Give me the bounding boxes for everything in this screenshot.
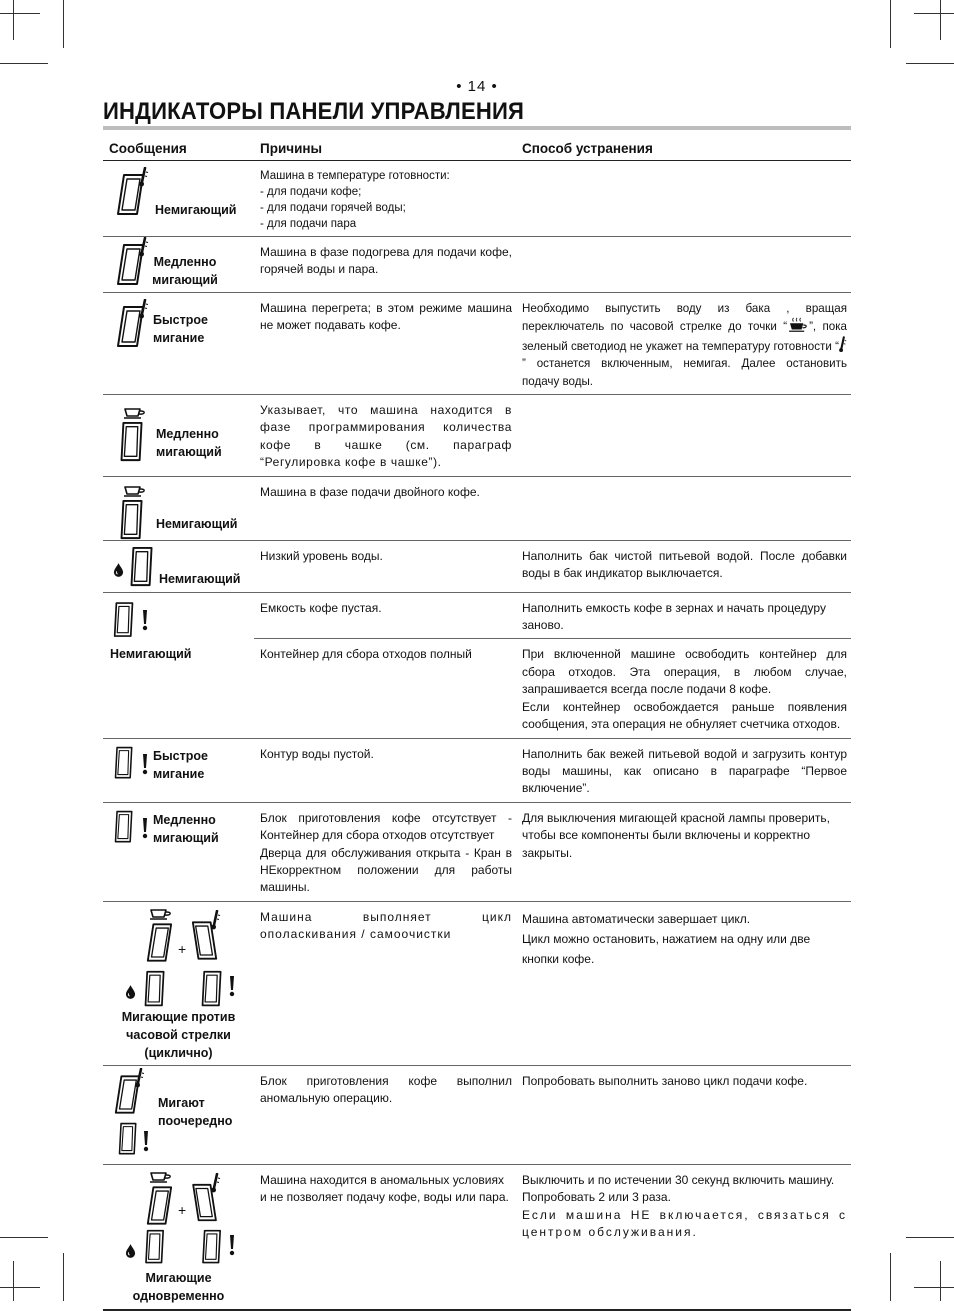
alarm-lamp-icon [200,970,224,1008]
table-row [103,161,851,237]
remedy-cell [516,293,851,395]
crop-mark [914,1287,954,1288]
cause-cell: Контейнер для сбора отходов полный [254,639,516,738]
message-label: Немигающий [159,571,241,586]
table-row [103,738,851,802]
indicator-table [103,136,851,1311]
crop-mark [890,1253,891,1301]
crop-mark [13,0,14,40]
steam-cup-icon [787,317,809,333]
crop-mark [0,1237,48,1238]
crop-mark [0,1287,40,1288]
remedy-cell: Машина автоматически завершает цикл. Цикл можно остановить, нажатием на одну или две кнопки кофе. [516,901,851,1065]
message-label: Мигающие одновременно [132,1270,225,1303]
cause-cell: Контур воды пустой. [254,738,516,802]
message-label: Быстрое мигание [153,313,208,345]
message-label: Медленно мигающий [156,427,222,460]
remedy-cell: Наполнить емкость кофе в зернах и начать процедуру заново. [516,592,851,639]
crop-mark [906,1237,954,1238]
table-row [103,476,851,540]
cause-cell: Машина в фазе подачи двойного кофе. [254,476,516,540]
thermometer-lamp-icon [113,1074,141,1116]
message-label: Немигающий [155,203,237,217]
crop-mark [890,0,891,48]
remedy-cell [516,237,851,293]
message-cell [103,738,254,802]
message-cell [103,161,254,237]
alarm-lamp-icon [117,1122,139,1156]
header-messages: Сообщения [103,136,254,161]
crop-mark [63,0,64,48]
remedy-cell: Наполнить бак чистой питьевой водой. После добавки воды в бак индикатор выключается. [516,540,851,592]
crop-mark [940,0,941,40]
crop-mark [13,1261,14,1301]
plus-sign: + [178,940,187,957]
message-cell [103,1164,254,1310]
message-cell [103,592,254,738]
page-title: ИНДИКАТОРЫ ПАНЕЛИ УПРАВЛЕНИЯ [103,98,525,125]
page-number: • 14 • [456,78,498,95]
thermometer-lamp-icon [115,173,145,217]
message-label: Медленно мигающий [153,812,219,845]
message-label: Быстрое мигание [153,748,208,781]
remedy-text-part: ”, пока зеленый светодиод не укажет на температуру готовности “ [522,320,848,353]
header-causes: Причины [254,136,516,161]
message-cell [103,802,254,901]
remedy-cell [516,395,851,477]
thermometer-icon [839,336,847,353]
message-label: Медленно мигающий [152,255,218,287]
alarm-lamp-icon [113,601,135,639]
message-cell [103,540,254,592]
remedy-text: Выключить и по истечении 30 секунд включить машину. Попробовать 2 или 3 раза. [522,1172,835,1205]
message-cell [103,293,254,395]
remedy-text-part: Необходимо выпустить воду из бака , вращая переключатель по часовой стрелке до точки “ [522,302,847,334]
remedy-cell: Попробовать выполнить заново цикл подачи кофе. [516,1065,851,1164]
cause-cell: Машина выполняет цикл ополаскивания / самоочистки [254,901,516,1065]
message-label: Немигающий [110,646,192,661]
table-row [103,293,851,395]
table-row [103,901,851,1065]
table-row [103,540,851,592]
alarm-lamp-icon [113,810,135,844]
remedy-text: Если машина НЕ включается, связаться с центром обслуживания. [522,1207,847,1239]
table-row [103,237,851,293]
message-label: Мигающие против часовой стрелки (циклично) [121,1009,236,1060]
table-header-row [103,136,851,161]
message-cell [103,476,254,540]
alarm-lamp-icon [113,746,135,780]
cause-cell: Машина в фазе подогрева для подачи кофе, горячей воды и пара. [254,237,516,293]
remedy-cell: Для выключения мигающей красной лампы проверить, чтобы все компоненты были включены и корректно закрыты. [516,802,851,901]
remedy-cell [516,476,851,540]
cause-cell: Машина в температуре готовности: - для подачи кофе; - для подачи горячей воды; - для подачи пара [254,161,516,237]
cause-cell: Блок приготовления кофе выполнил аномальную операцию. [254,1065,516,1164]
remedy-cell [516,161,851,237]
cause-cell: Емкость кофе пустая. [254,592,516,639]
message-cell [103,1065,254,1164]
header-remedies: Способ устранения [516,136,851,161]
crop-mark [906,63,954,64]
cause-cell: Блок приготовления кофе отсутствует - Контейнер для сбора отходов отсутствует Дверца для обслуживания открыта - Кран в НЕкорректном положении для работы машины. [254,802,516,901]
message-cell [103,901,254,1065]
cause-cell: Машина находится в аномальных условиях и не позволяет подачу кофе, воды или пара. [254,1164,516,1310]
remedy-cell: При включенной машине освободить контейнер для сбора отходов. Эта операция, в любом случае, запрашивается всегда после подачи 8 кофе. Если контейнер освобождается раньше появления сообщения, эта операция не обнуляет счетчика отходов. [516,639,851,738]
thermometer-lamp-icon [191,920,219,962]
message-label: Мигают поочередно [158,1095,233,1128]
remedy-cell: Наполнить бак вежей питьевой водой и загрузить контур воды машины, как описано в параграфе “Первое включение”. [516,738,851,802]
title-underline [103,126,851,130]
table-row [103,802,851,901]
plus-sign: + [178,1201,187,1218]
table-row [103,395,851,477]
cause-cell: Низкий уровень воды. [254,540,516,592]
remedy-cell [516,1164,851,1310]
table-row [103,592,851,639]
table-row [103,1164,851,1310]
table-row [103,1065,851,1164]
thermometer-lamp-icon [191,1183,219,1223]
thermometer-lamp-icon [115,243,145,287]
message-cell [103,237,254,293]
cause-cell: Машина перегрета; в этом режиме машина не может подавать кофе. [254,293,516,395]
crop-mark [0,63,48,64]
alarm-lamp-icon [200,1229,224,1265]
crop-mark [940,1261,941,1301]
cause-cell: Указывает, что машина находится в фазе программирования количества кофе в чашке (см. параграф “Регулировка кофе в чашке”). [254,395,516,477]
remedy-text-part: ” останется включенным, немигая. Далее остановить подачу воды. [522,357,847,388]
crop-mark [914,13,954,14]
crop-mark [63,1253,64,1301]
crop-mark [0,13,40,14]
message-label: Немигающий [156,516,238,531]
thermometer-lamp-icon [115,305,145,349]
message-cell [103,395,254,477]
